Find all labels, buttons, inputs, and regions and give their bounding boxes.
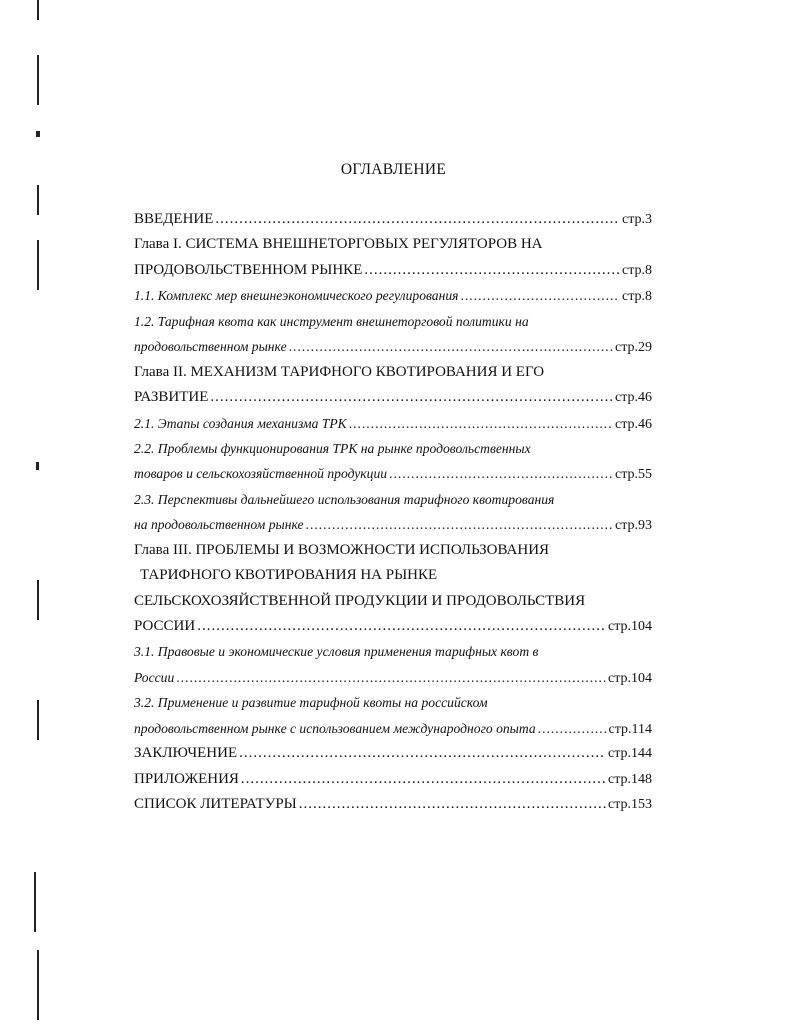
toc-entry — [134, 538, 652, 563]
toc-entry-title: России — [134, 669, 175, 685]
toc-entry — [134, 512, 652, 537]
toc-page-number: стр.93 — [614, 518, 652, 534]
toc-entry-title: РОССИИ — [134, 618, 196, 634]
toc-page-number: стр.144 — [607, 746, 652, 762]
toc-page-number: стр.8 — [621, 262, 652, 278]
toc-entry-title: продовольственном рынке с использованием международного опыта — [134, 720, 536, 736]
toc-page-number: стр.148 — [607, 771, 652, 787]
scan-mark — [37, 0, 39, 20]
toc-entry-title: Глава II. МЕХАНИЗМ ТАРИФНОГО КВОТИРОВАНИЯ И ЕГО — [134, 363, 545, 380]
toc-entry-title: Глава III. ПРОБЛЕМЫ И ВОЗМОЖНОСТИ ИСПОЛЬЗОВАНИЯ — [134, 541, 550, 558]
toc-entry-title: 2.2. Проблемы функционирования ТРК на рынке продовольственных — [134, 440, 531, 456]
toc-entry — [134, 283, 652, 308]
toc-entry — [134, 461, 652, 486]
toc-leader-dots — [197, 614, 606, 639]
toc-page-number: стр.104 — [607, 670, 652, 686]
scan-mark — [37, 185, 39, 215]
toc-entry-title: продовольственном рынке — [134, 339, 287, 355]
toc-entry — [134, 792, 652, 817]
toc-entry — [134, 436, 652, 461]
toc-entry-title: товаров и сельскохозяйственной продукции — [134, 466, 388, 482]
toc-entry — [134, 741, 652, 766]
toc-entry — [134, 258, 652, 283]
toc-entry — [134, 639, 652, 664]
toc-entry-title: РАЗВИТИЕ — [134, 389, 209, 406]
page-title: ОГЛАВЛЕНИЕ — [340, 161, 447, 178]
toc-entry — [134, 232, 652, 257]
toc-entry — [134, 334, 652, 359]
toc-entry — [134, 665, 652, 690]
toc-page-number: стр.55 — [614, 467, 652, 483]
toc-leader-dots — [299, 792, 606, 817]
toc-page-number: стр.46 — [614, 390, 652, 406]
toc-page-number: стр.29 — [614, 340, 652, 356]
toc-entry-title: 2.3. Перспективы дальнейшего использования тарифного квотирования — [134, 491, 555, 507]
scan-mark — [37, 950, 39, 1020]
toc-entry-title: СПИСОК ЛИТЕРАТУРЫ — [134, 796, 297, 813]
toc-entry-title: ВВЕДЕНИЕ — [134, 211, 214, 227]
toc-page-number: стр.46 — [614, 416, 652, 432]
toc-leader-dots — [389, 461, 613, 486]
scan-mark — [36, 131, 40, 137]
toc-leader-dots — [364, 258, 620, 283]
toc-entry-title: 1.2. Тарифная квота как инструмент внешнеторговой политики на — [134, 313, 529, 329]
toc-entry-title: ПРОДОВОЛЬСТВЕННОМ РЫНКЕ — [134, 261, 363, 278]
toc-leader-dots — [176, 665, 606, 690]
toc-page-number: стр.3 — [621, 212, 652, 227]
toc-entry-title: Глава I. СИСТЕМА ВНЕШНЕТОРГОВЫХ РЕГУЛЯТОРОВ НА — [134, 236, 543, 253]
toc-entry-title: ПРИЛОЖЕНИЯ — [134, 770, 239, 787]
scan-mark — [37, 580, 39, 620]
toc-entry — [134, 309, 652, 334]
toc-entry — [134, 207, 652, 232]
scan-mark — [37, 240, 39, 290]
toc-entry-title: 2.1. Этапы создания механизма ТРК — [134, 415, 347, 431]
toc-entry-title: ТАРИФНОГО КВОТИРОВАНИЯ НА РЫНКЕ — [140, 567, 438, 584]
toc-entry — [134, 614, 652, 639]
scan-mark — [34, 872, 36, 932]
toc-entry-title: 3.2. Применение и развитие тарифной квоты на российском — [134, 695, 488, 711]
scan-mark — [37, 700, 39, 740]
toc-page-number: стр.153 — [607, 797, 652, 813]
toc-page-number: стр.114 — [608, 721, 652, 737]
toc-entry — [134, 411, 652, 436]
scan-mark — [37, 55, 39, 105]
toc-entry — [134, 563, 652, 588]
toc-leader-dots — [210, 385, 613, 410]
toc-leader-dots — [349, 411, 613, 436]
scan-mark — [36, 462, 39, 470]
toc-leader-dots — [306, 512, 613, 537]
toc-entry — [134, 690, 652, 715]
toc-entry — [134, 385, 652, 410]
toc-page-number: стр.104 — [607, 619, 652, 634]
toc-entry-title: СЕЛЬСКОХОЗЯЙСТВЕННОЙ ПРОДУКЦИИ И ПРОДОВОЛЬСТВИЯ — [134, 592, 586, 609]
toc-leader-dots — [239, 741, 606, 766]
table-of-contents — [134, 207, 652, 818]
toc-entry — [134, 487, 652, 512]
toc-leader-dots — [538, 716, 607, 741]
toc-entry — [134, 716, 652, 741]
toc-leader-dots — [460, 283, 620, 308]
toc-leader-dots — [215, 207, 620, 232]
toc-entry — [134, 360, 652, 385]
toc-entry-title: 3.1. Правовые и экономические условия применения тарифных квот в — [134, 644, 539, 660]
toc-entry-title: 1.1. Комплекс мер внешнеэкономического регулирования — [134, 288, 459, 304]
toc-leader-dots — [241, 767, 606, 792]
toc-entry-title: на продовольственном рынке — [134, 517, 304, 533]
toc-page-number: стр.8 — [621, 289, 652, 305]
toc-entry — [134, 767, 652, 792]
toc-leader-dots — [289, 334, 613, 359]
toc-entry — [134, 589, 652, 614]
toc-entry-title: ЗАКЛЮЧЕНИЕ — [134, 745, 238, 762]
